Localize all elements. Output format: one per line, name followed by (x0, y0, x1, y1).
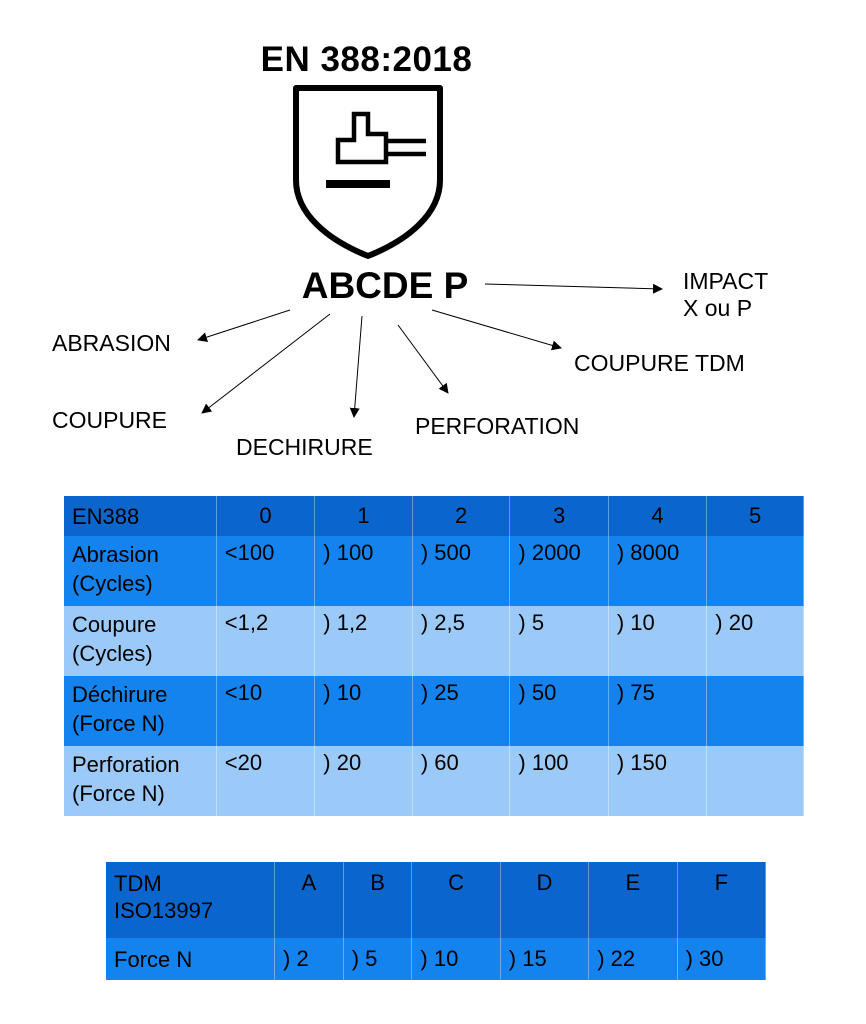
header-cell (106, 862, 275, 938)
table-cell: ) 50 (510, 676, 608, 746)
header-cell: 1 (315, 496, 413, 536)
header-cell: 5 (707, 496, 804, 536)
arrow-coupure-tdm (432, 310, 561, 348)
table-row (64, 606, 804, 676)
table-cell: ) 100 (315, 536, 413, 606)
header-cell: EN388 (64, 496, 216, 536)
arrow-abrasion (198, 310, 290, 340)
table-cell: ) 10 (412, 938, 500, 980)
header-cell: 2 (412, 496, 510, 536)
table-cell: ) 22 (589, 938, 677, 980)
table-cell: ) 75 (608, 676, 706, 746)
arrow-coupure (202, 314, 330, 413)
table-cell: ) 15 (500, 938, 588, 980)
header-cell: C (412, 862, 500, 938)
label-impact-line1: IMPACT (683, 268, 769, 294)
table-row (64, 676, 804, 746)
row-label (64, 676, 216, 746)
header-cell: D (500, 862, 588, 938)
label-coupure: COUPURE (52, 407, 168, 433)
standard-title: EN 388:2018 (260, 40, 473, 79)
table-header-row (106, 862, 766, 938)
table-cell: ) 8000 (608, 536, 706, 606)
header-line1: TDM (114, 871, 162, 896)
arrow-impact (485, 284, 662, 289)
table-cell: ) 10 (608, 606, 706, 676)
table-cell: ) 100 (510, 746, 608, 816)
table-cell: ) 2000 (510, 536, 608, 606)
table-cell: <1,2 (216, 606, 314, 676)
table-cell: ) 60 (412, 746, 510, 816)
table-cell: ) 2 (275, 938, 344, 980)
header-cell: A (275, 862, 344, 938)
table-header-row (64, 496, 804, 536)
header-cell: B (343, 862, 412, 938)
row-label-line1: Perforation (72, 752, 180, 777)
table-row (106, 938, 766, 980)
table-cell: ) 150 (608, 746, 706, 816)
table-row (64, 536, 804, 606)
tdm-iso13997-table (106, 862, 766, 980)
row-label-line2: (Force N) (72, 781, 165, 806)
table-cell: ) 20 (707, 606, 804, 676)
row-label-line1: Coupure (72, 612, 157, 637)
table-cell (707, 536, 804, 606)
header-line2: ISO13997 (114, 898, 214, 923)
header-cell: 3 (510, 496, 608, 536)
table-cell (707, 676, 804, 746)
header-cell: E (589, 862, 677, 938)
en388-performance-table (64, 496, 804, 816)
table-cell: ) 10 (315, 676, 413, 746)
header-cell: 4 (608, 496, 706, 536)
row-label-line1: Déchirure (72, 682, 168, 707)
row-label-line2: (Cycles) (72, 641, 153, 666)
table-cell: ) 20 (315, 746, 413, 816)
table-cell: ) 2,5 (412, 606, 510, 676)
label-dechirure: DECHIRURE (236, 434, 373, 460)
row-label (64, 746, 216, 816)
row-label-line1: Abrasion (72, 542, 159, 567)
row-label (64, 536, 216, 606)
table-cell: <100 (216, 536, 314, 606)
table-cell: ) 30 (677, 938, 765, 980)
table-cell: ) 5 (510, 606, 608, 676)
table-cell: ) 500 (412, 536, 510, 606)
label-coupure-tdm: COUPURE TDM (574, 350, 745, 376)
row-label (64, 606, 216, 676)
table-cell: <20 (216, 746, 314, 816)
label-perforation: PERFORATION (415, 413, 580, 439)
table-cell (707, 746, 804, 816)
label-impact-line2: X ou P (683, 295, 753, 321)
table-cell: ) 1,2 (315, 606, 413, 676)
table-row (64, 746, 804, 816)
arrow-perforation (398, 325, 448, 393)
row-label-line2: (Cycles) (72, 571, 153, 596)
header-cell: 0 (216, 496, 314, 536)
label-impact (683, 268, 768, 322)
protection-code: ABCDE P (301, 265, 469, 306)
header-cell: F (677, 862, 765, 938)
row-label-line2: (Force N) (72, 711, 165, 736)
table-cell: <10 (216, 676, 314, 746)
table-cell: ) 25 (412, 676, 510, 746)
table-cell: ) 5 (343, 938, 412, 980)
arrow-dechirure (354, 316, 362, 417)
row-label: Force N (106, 938, 275, 980)
label-abrasion: ABRASION (52, 330, 171, 356)
